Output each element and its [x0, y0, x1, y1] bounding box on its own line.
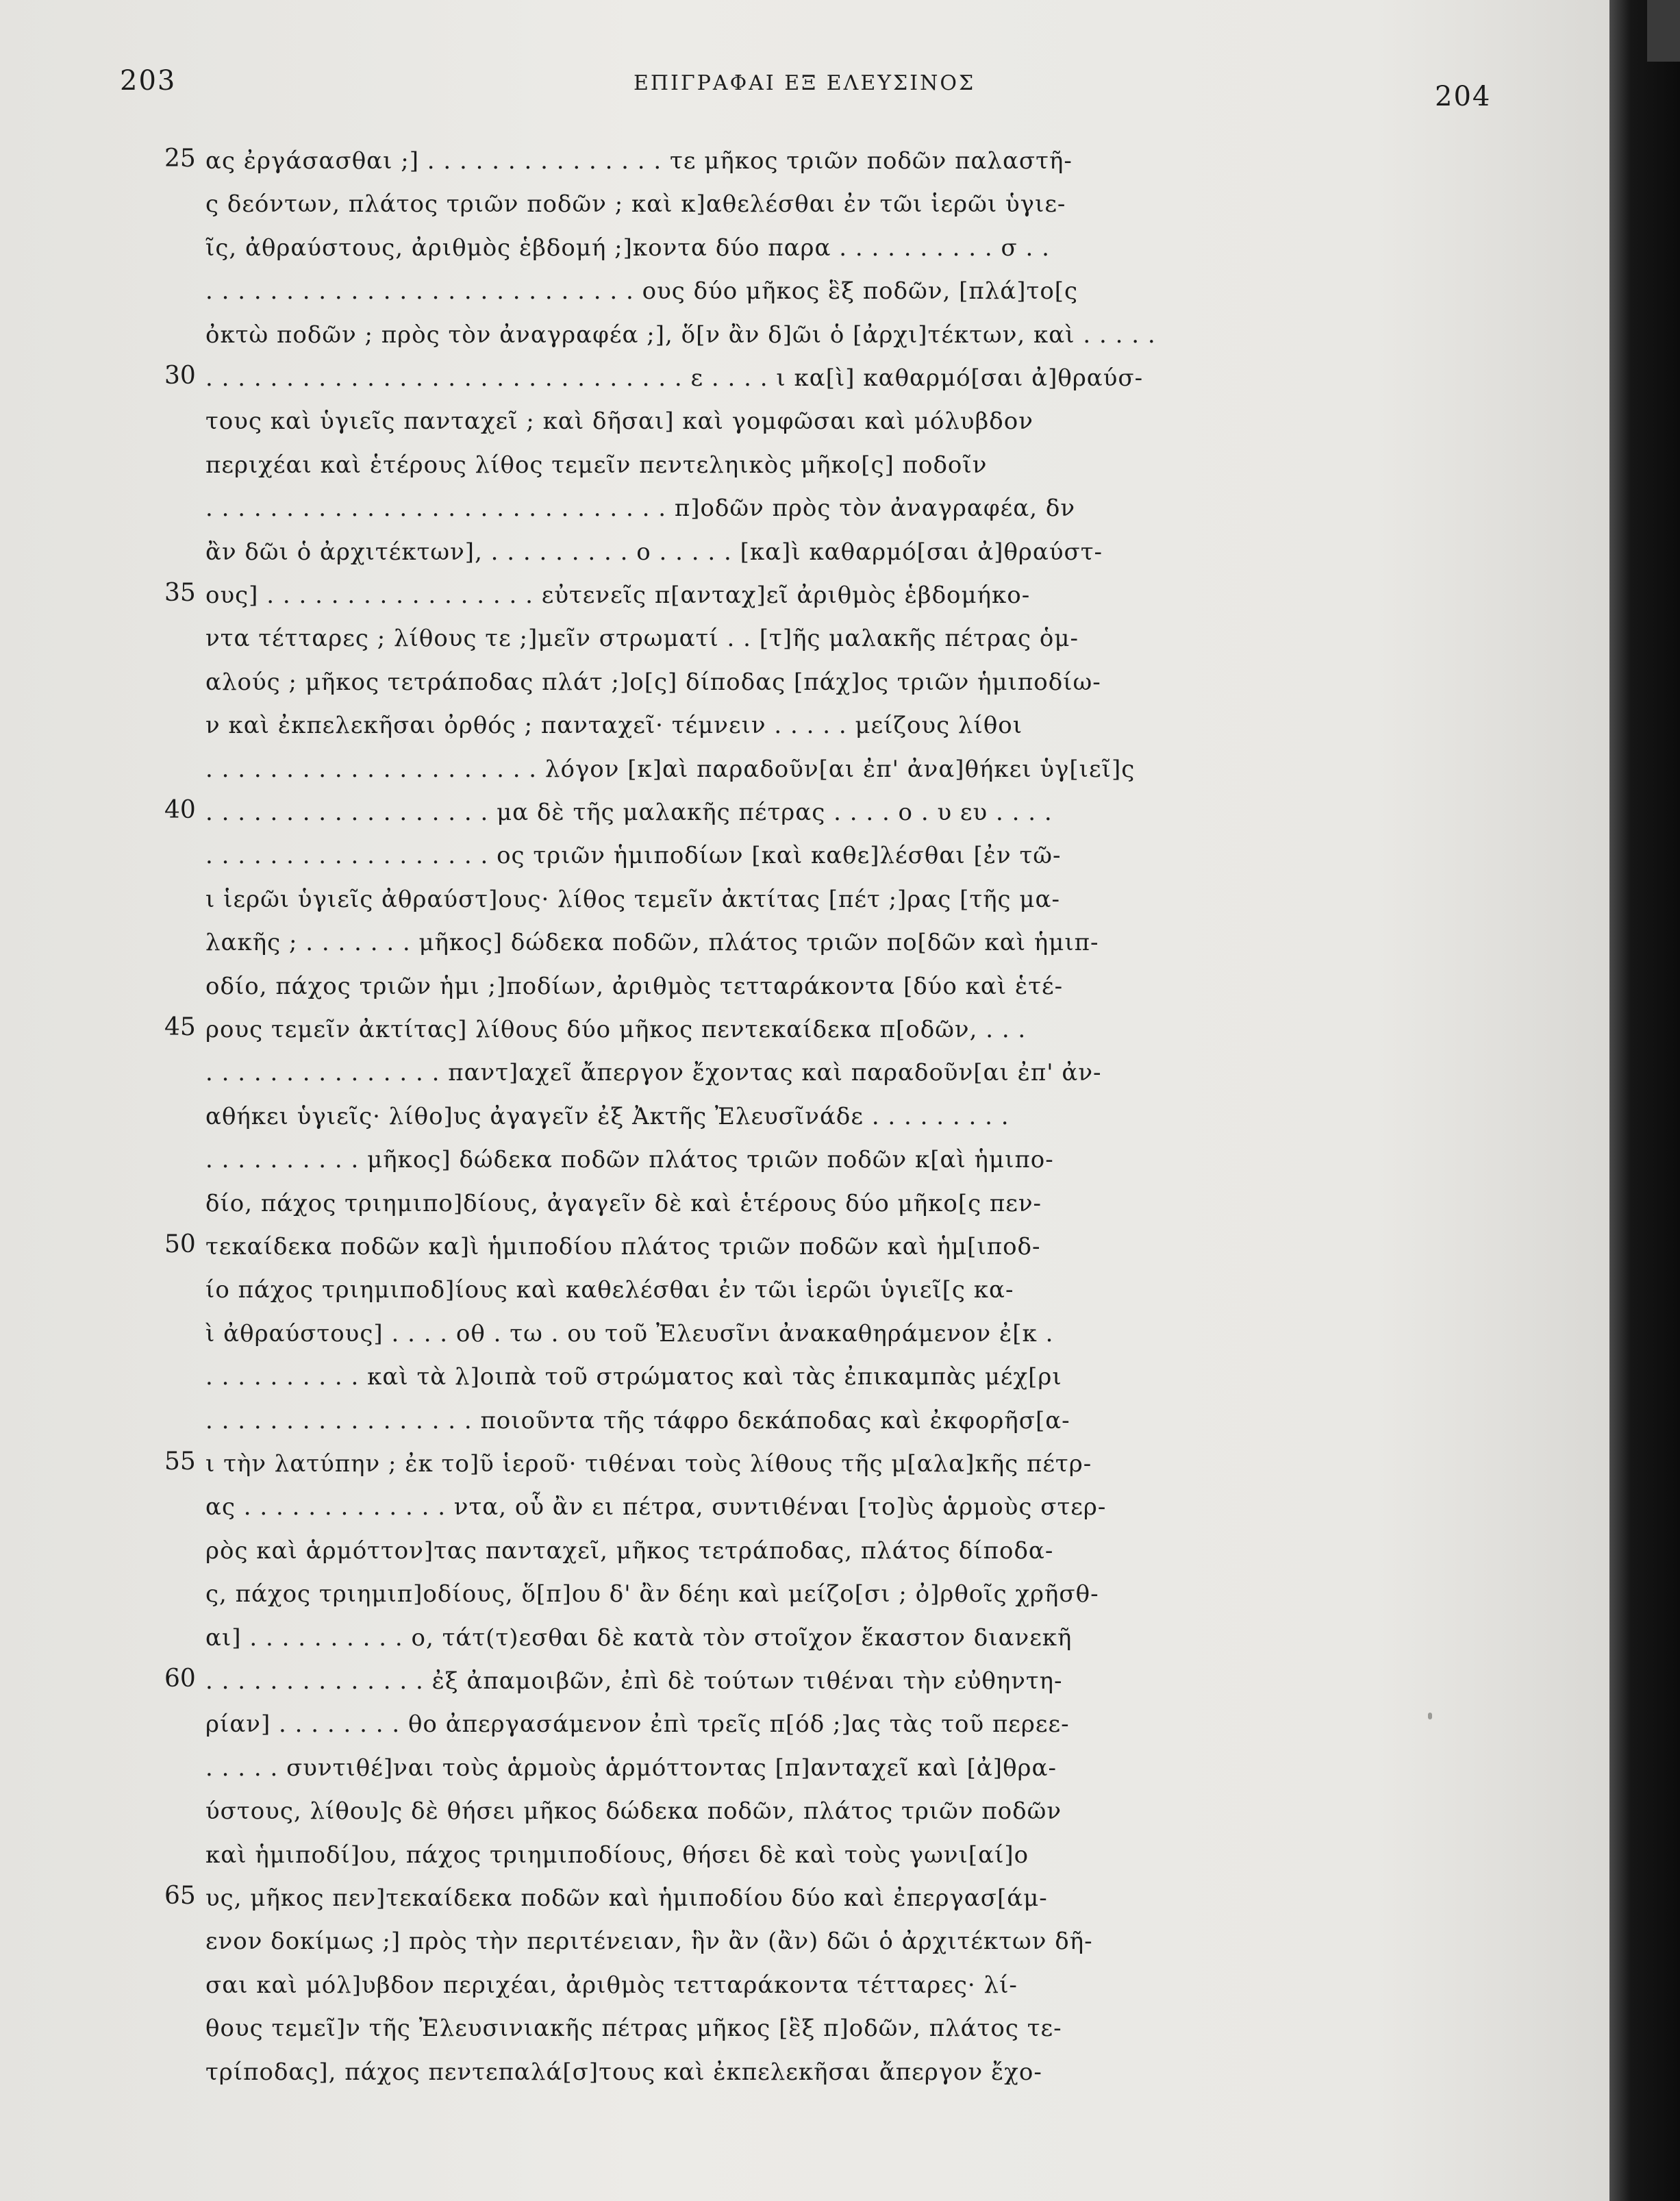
running-title: ΕΠΙΓΡΑΦΑΙ ΕΞ ΕΛΕΥΣΙΝΟΣ [634, 71, 976, 95]
text-line: αλούς ; μῆκος τετράποδας πλάτ ;]ο[ς] δίποδας [πάχ]ος τριῶν ἡμιποδίω- [205, 668, 1101, 696]
line-number: 65 [164, 1882, 196, 1910]
text-line: . . . . . . . . . . . . . . . . . . . . . λόγον [κ]αὶ παραδοῦν[αι ἐπ' ἀνα]θήκει ὑγ[ιεῖ]ς [205, 755, 1136, 783]
text-line: . . . . . . . . . . . . . . . . . . . . . . . . . . . . . . ε . . . . ι κα[ὶ] καθαρμό[σαι ἀ]θραύσ- [205, 364, 1144, 392]
text-line: αθήκει ὑγιεῖς· λίθο]υς ἀγαγεῖν ἐξ Ἀκτῆς Ἐλευσῖνάδε . . . . . . . . . [205, 1102, 1010, 1130]
text-line: . . . . . . . . . . καὶ τὰ λ]οιπὰ τοῦ στρώματος καὶ τὰς ἐπικαμπὰς μέχ[ρι [205, 1363, 1062, 1391]
text-line: . . . . . συντιθέ]ναι τοὺς ἁρμοὺς ἁρμόττοντας [π]ανταχεῖ καὶ [ἀ]θρα- [205, 1754, 1057, 1782]
text-line: . . . . . . . . . . μῆκος] δώδεκα ποδῶν πλάτος τριῶν ποδῶν κ[αὶ ἡμιπο- [205, 1146, 1054, 1174]
page-number-left: 203 [120, 65, 177, 97]
book-spine-shadow [1609, 0, 1680, 2201]
text-line: ρὸς καὶ ἁρμόττον]τας πανταχεῖ, μῆκος τετράποδας, πλάτος δίποδα- [205, 1537, 1054, 1565]
text-line: ους] . . . . . . . . . . . . . . . . . εὐτενεῖς π[ανταχ]εῖ ἀριθμὸς ἑβδομήκο- [205, 582, 1031, 609]
text-line: τρίποδας], πάχος πεντεπαλά[σ]τους καὶ ἐκπελεκῆσαι ἄπεργον ἔχο- [205, 2058, 1042, 2086]
page-number-right: 204 [1435, 81, 1492, 112]
text-line: ρους τεμεῖν ἀκτίτας] λίθους δύο μῆκος πεντεκαίδεκα π[οδῶν, . . . [205, 1016, 1027, 1043]
text-line: περιχέαι καὶ ἑτέρους λίθος τεμεῖν πεντεληικὸς μῆκο[ς] ποδοῖν [205, 451, 988, 479]
text-line: ς δεόντων, πλάτος τριῶν ποδῶν ; καὶ κ]αθελέσθαι ἐν τῶι ἱερῶι ὑγιε- [205, 190, 1066, 219]
line-number: 35 [164, 579, 196, 607]
text-line: ι ἱερῶι ὑγιεῖς ἀθραύστ]ους· λίθος τεμεῖν ἀκτίτας [πέτ ;]ρας [τῆς μα- [205, 885, 1060, 913]
text-line: . . . . . . . . . . . . . . . . . . μα δὲ τῆς μαλακῆς πέτρας . . . . ο . υ ευ . . . . [205, 799, 1053, 826]
text-line: οδίο, πάχος τριῶν ἡμι ;]ποδίων, ἀριθμὸς τετταράκοντα [δύο καὶ ἑτέ- [205, 972, 1064, 1000]
text-line: ῖς, ἀθραύστους, ἀριθμὸς ἑβδομή ;]κοντα δύο παρα . . . . . . . . . . σ . . [205, 234, 1050, 262]
text-line: καὶ ἡμιποδί]ου, πάχος τριημιποδίους, θήσει δὲ καὶ τοὺς γωνι[αί]ο [205, 1841, 1029, 1869]
paper-stain [1428, 1713, 1432, 1719]
line-number: 40 [164, 796, 196, 824]
text-line: ίο πάχος τριημιποδ]ίους καὶ καθελέσθαι ἐν τῶι ἱερῶι ὑγιεῖ[ς κα- [205, 1276, 1014, 1304]
text-line: . . . . . . . . . . . . . . . . . . . . . . . . . . . ους δύο μῆκος ἓξ ποδῶν, [πλά]το[ς [205, 277, 1079, 306]
text-line: . . . . . . . . . . . . . . . . . ποιοῦντα τῆς τάφρο δεκάποδας καὶ ἐκφορῆσ[α- [205, 1406, 1070, 1434]
text-line: ντα τέτταρες ; λίθους τε ;]μεῖν στρωματί . . [τ]ῆς μαλακῆς πέτρας ὁμ- [205, 625, 1079, 653]
text-line: ἂν δῶι ὁ ἀρχιτέκτων], . . . . . . . . . ο . . . . . [κα]ὶ καθαρμό[σαι ἀ]θραύστ- [205, 538, 1103, 566]
line-number: 50 [164, 1230, 196, 1258]
text-line: . . . . . . . . . . . . . . . παντ]αχεῖ ἄπεργον ἔχοντας καὶ παραδοῦν[αι ἐπ' ἀν- [205, 1059, 1102, 1087]
text-line: . . . . . . . . . . . . . . . . . . . . . . . . . . . . . π]οδῶν πρὸς τὸν ἀναγραφέα, δν [205, 495, 1075, 523]
text-line: . . . . . . . . . . . . . . . . . . ος τριῶν ἡμιποδίων [καὶ καθε]λέσθαι [ἐν τῶ- [205, 842, 1062, 870]
text-line: ρίαν] . . . . . . . . θο ἀπεργασάμενον ἐπὶ τρεῖς π[όδ ;]ας τὰς τοῦ περεε- [205, 1711, 1070, 1739]
text-line: ς, πάχος τριημιπ]οδίους, ὅ[π]ου δ' ἂν δέηι καὶ μείζο[σι ; ὀ]ρθοῖς χρῆσθ- [205, 1580, 1099, 1608]
text-line: . . . . . . . . . . . . . . ἐξ ἀπαμοιβῶν, ἐπὶ δὲ τούτων τιθέναι τὴν εὐθηντη- [205, 1667, 1063, 1695]
line-number: 30 [164, 362, 196, 390]
text-line: δίο, πάχος τριημιπο]δίους, ἀγαγεῖν δὲ καὶ ἑτέρους δύο μῆκο[ς πεν- [205, 1189, 1042, 1217]
book-spine-top [1647, 0, 1680, 62]
text-line: ι τὴν λατύπην ; ἐκ το]ῦ ἱεροῦ· τιθέναι τοὺς λίθους τῆς μ[αλα]κῆς πέτρ- [205, 1450, 1092, 1478]
line-number: 25 [164, 145, 196, 173]
line-number: 60 [164, 1665, 196, 1693]
text-line: υς, μῆκος πεν]τεκαίδεκα ποδῶν καὶ ἡμιποδίου δύο καὶ ἐπεργασ[άμ- [205, 1885, 1048, 1912]
line-number: 45 [164, 1013, 196, 1041]
text-line: ὀκτὼ ποδῶν ; πρὸς τὸν ἀναγραφέα ;], ὅ[ν ἂν δ]ῶι ὁ [ἀρχι]τέκτων, καὶ . . . . . [205, 321, 1156, 349]
text-line: τους καὶ ὑγιεῖς πανταχεῖ ; καὶ δῆσαι] καὶ γομφῶσαι καὶ μόλυβδον [205, 408, 1033, 436]
text-line: ὶ ἀθραύστους] . . . . οθ . τω . ου τοῦ Ἐλευσῖνι ἀνακαθηράμενον ἐ[κ . [205, 1319, 1054, 1347]
text-line: ύστους, λίθου]ς δὲ θήσει μῆκος δώδεκα ποδῶν, πλάτος τριῶν ποδῶν [205, 1798, 1062, 1826]
text-line: λακῆς ; . . . . . . . μῆκος] δώδεκα ποδῶν, πλάτος τριῶν πο[δῶν καὶ ἡμιπ- [205, 929, 1099, 957]
text-line: αι] . . . . . . . . . . ο, τάτ(τ)εσθαι δὲ κατὰ τὸν στοῖχον ἕκαστον διανεκῆ [205, 1624, 1073, 1652]
text-line: ας ἐργάσασθαι ;] . . . . . . . . . . . . . . . τε μῆκος τριῶν ποδῶν παλαστῆ- [205, 147, 1073, 175]
text-line: θους τεμεῖ]ν τῆς Ἐλευσινιακῆς πέτρας μῆκος [ἓξ π]οδῶν, πλάτος τε- [205, 2015, 1062, 2043]
text-line: σαι καὶ μόλ]υβδον περιχέαι, ἀριθμὸς τετταράκοντα τέτταρες· λί- [205, 1971, 1018, 1999]
line-number: 55 [164, 1447, 196, 1476]
text-line: ενον δοκίμως ;] πρὸς τὴν περιτένειαν, ἣν ἂν (ἂν) δῶι ὁ ἀρχιτέκτων δῆ- [205, 1928, 1093, 1956]
text-line: τεκαίδεκα ποδῶν κα]ὶ ἡμιποδίου πλάτος τριῶν ποδῶν καὶ ἡμ[ιποδ- [205, 1233, 1041, 1260]
text-line: ν καὶ ἐκπελεκῆσαι ὀρθός ; πανταχεῖ· τέμνειν . . . . . μείζους λίθοι [205, 712, 1023, 740]
text-line: ας . . . . . . . . . . . . . ντα, οὗ ἂν ει πέτρα, συντιθέναι [το]ὺς ἁρμοὺς στερ- [205, 1493, 1107, 1521]
